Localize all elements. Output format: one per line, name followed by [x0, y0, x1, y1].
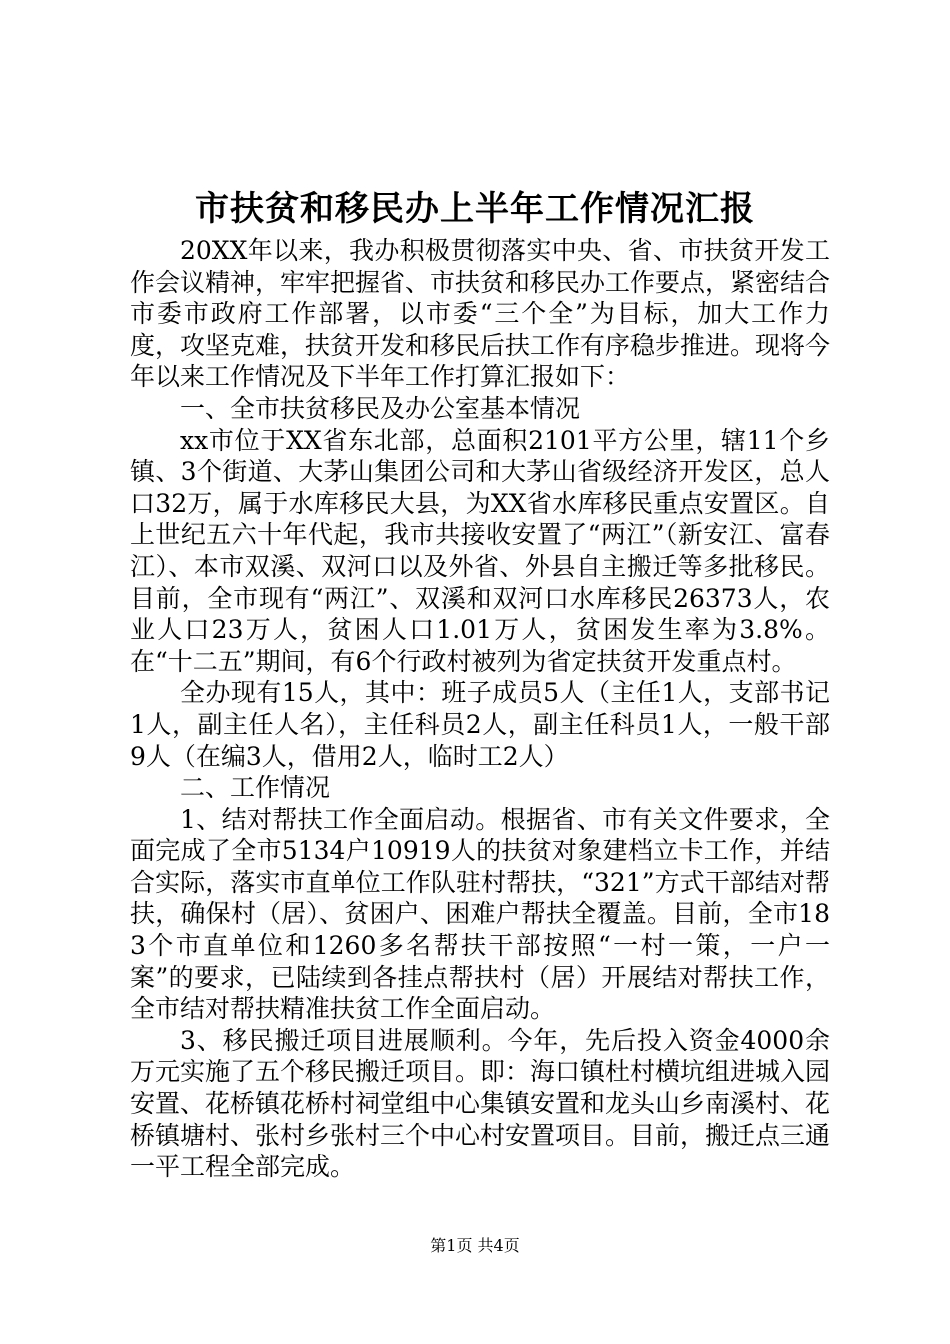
paragraph-city-overview: xx市位于XX省东北部，总面积2101平方公里，辖11个乡镇、3个街道、大茅山集团公司和大茅山省级经济开发区，总人口32万，属于水库移民大县，为XX省水库移民重点安置区。自上世纪五六十年代起，我市共接收安置了“两江”（新安江、富春江）、本市双溪、双河口以及外省、外县自主搬迁等多批移民。目前，全市现有“两江”、双溪和双河口水库移民26373人，农业人口23万人，贫困人口1.01万人，贫困发生率为3.8%。在“十二五”期间，有6个行政村被列为省定扶贫开发重点村。 — [130, 425, 830, 676]
paragraph-office-staff: 全办现有15人，其中：班子成员5人（主任1人，支部书记1人，副主任人名），主任科员2人，副主任科员1人，一般干部9人（在编3人，借用2人，临时工2人） — [130, 678, 830, 771]
page-footer: 第1页 共4页 — [430, 1236, 520, 1255]
paragraph-intro: 20XX年以来，我办积极贯彻落实中央、省、市扶贫开发工作会议精神，牢牢把握省、市扶贫和移民办工作要点，紧密结合市委市政府工作部署，以市委“三个全”为目标，加大工作力度，攻坚克难，扶贫开发和移民后扶工作有序稳步推进。现将今年以来工作情况及下半年工作打算汇报如下： — [130, 236, 831, 392]
paragraph-relocation-projects: 3、移民搬迁项目进展顺利。今年，先后投入资金4000余万元实施了五个移民搬迁项目。即：海口镇杜村横坑组进城入园安置、花桥镇花桥村祠堂组中心集镇安置和龙头山乡南溪村、花桥镇塘村、张村乡张村三个中心村安置项目。目前，搬迁点三通一平工程全部完成。 — [130, 1025, 831, 1182]
document-body — [130, 235, 830, 1183]
document-title: 市扶贫和移民办上半年工作情况汇报 — [195, 189, 755, 229]
section-heading-basic-situation: 一、全市扶贫移民及办公室基本情况 — [180, 393, 581, 423]
section-heading-work-situation: 二、工作情况 — [180, 773, 331, 803]
paragraph-paired-assistance: 1、结对帮扶工作全面启动。根据省、市有关文件要求，全面完成了全市5134户10919人的扶贫对象建档立卡工作，并结合实际，落实市直单位工作队驻村帮扶，“321”方式干部结对帮扶，确保村（居）、贫困户、困难户帮扶全覆盖。目前，全市183个市直单位和1260多名帮扶干部按照“一村一策，一户一案”的要求，已陆续到各挂点帮扶村（居）开展结对帮扶工作，全市结对帮扶精准扶贫工作全面启动。 — [130, 804, 830, 1024]
